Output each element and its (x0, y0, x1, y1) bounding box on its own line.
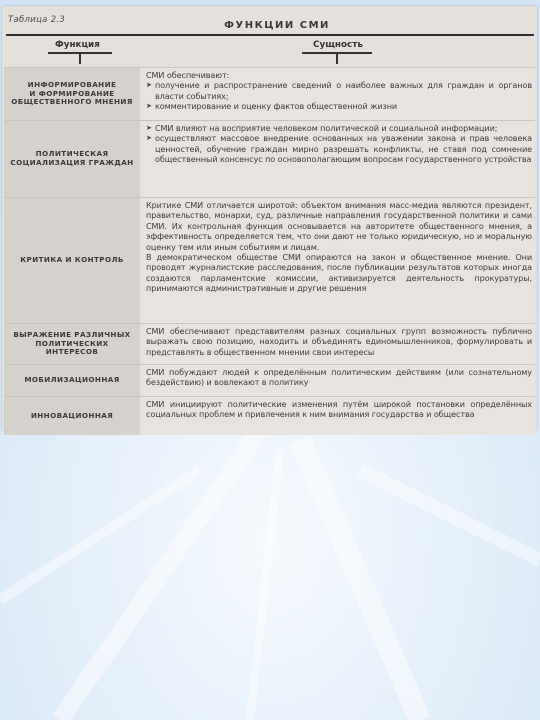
arrow-bullet-icon: ➤ (146, 102, 152, 111)
arrow-bullet-icon: ➤ (146, 134, 152, 143)
function-header-tick (79, 52, 81, 64)
table-caption: Таблица 2.3 (8, 15, 66, 25)
table-row (4, 364, 535, 396)
list-item: ➤ получение и распространение сведений о наиболее важных для граждан и органов власти событиях; (146, 80, 532, 101)
table-title: ФУНКЦИИ СМИ (224, 20, 330, 31)
essence-cell (140, 68, 535, 120)
table-row (4, 67, 535, 120)
column-header-function: Функция (55, 40, 100, 50)
arrow-bullet-icon: ➤ (146, 124, 152, 132)
function-cell: МОБИЛИЗАЦИОННАЯ (4, 365, 140, 396)
list-item: ➤ комментирование и оценку фактов общественной жизни (146, 101, 398, 112)
table-body (4, 67, 535, 435)
arrow-bullet-icon: ➤ (146, 81, 152, 90)
column-header-essence: Сущность (313, 40, 363, 50)
table-row (4, 323, 535, 364)
list-item: ➤ осуществляют массовое внедрение основанных на уважении закона и прав человека ценностей, обучение граждан мирно разрешать конфликты, не ставя под сомнение общественный консенсус по основополагающим вопросам государственного устройства (146, 133, 532, 165)
essence-paragraph: СМИ побуждают людей к определённым политическим действиям (или сознательному бездействию) и вовлекают в политику (146, 367, 532, 388)
essence-cell (140, 324, 535, 364)
table-row (4, 120, 535, 197)
function-cell: ИННОВАЦИОННАЯ (4, 397, 140, 435)
essence-cell (140, 365, 535, 396)
essence-paragraph: СМИ инициируют политические изменения путём широкой постановки определённых социальных проблем и привлечения к ним внимания государства и общества (146, 399, 532, 420)
function-cell: ИНФОРМИРОВАНИЕ И ФОРМИРОВАНИЕ ОБЩЕСТВЕННОГО МНЕНИЯ (4, 68, 140, 120)
essence-cell (140, 121, 535, 197)
essence-intro: СМИ обеспечивают: (146, 70, 230, 80)
table-row (4, 396, 535, 435)
top-rule (6, 34, 534, 36)
table-page (2, 6, 537, 430)
list-item: ➤ СМИ влияют на восприятие человеком политической и социальной информации; (146, 123, 498, 133)
function-cell: КРИТИКА И КОНТРОЛЬ (4, 198, 140, 323)
table-row (4, 197, 535, 323)
essence-header-tick (336, 52, 338, 64)
essence-paragraph: В демократическом обществе СМИ опираются на закон и общественное мнение. Они проводят журналистские расследования, после публикации результатов которых иногда создаются парламентские комиссии, активизируется деятельность прокуратуры, принимаются административные и другие решения (146, 252, 532, 294)
function-cell: ПОЛИТИЧЕСКАЯ СОЦИАЛИЗАЦИЯ ГРАЖДАН (4, 121, 140, 197)
essence-paragraph: Критике СМИ отличается широтой: объектом внимания масс-медиа являются президент, правительство, монархи, суд, различные направления государственной политики и сами СМИ. Их контрольная функция основывается на авторитете общественного мнения, а эффективность определяется тем, что они дают не только юридическую, но и моральную оценку тем или иным событиям и лицам. (146, 200, 532, 252)
essence-cell (140, 198, 535, 323)
essence-cell (140, 397, 535, 435)
essence-paragraph: СМИ обеспечивают представителям разных социальных групп возможность публично выражать свою позицию, находить и объединять единомышленников, формулировать и представлять в общественном мнении свои интересы (146, 326, 532, 357)
function-cell: ВЫРАЖЕНИЕ РАЗЛИЧНЫХ ПОЛИТИЧЕСКИХ ИНТЕРЕСОВ (4, 324, 140, 364)
